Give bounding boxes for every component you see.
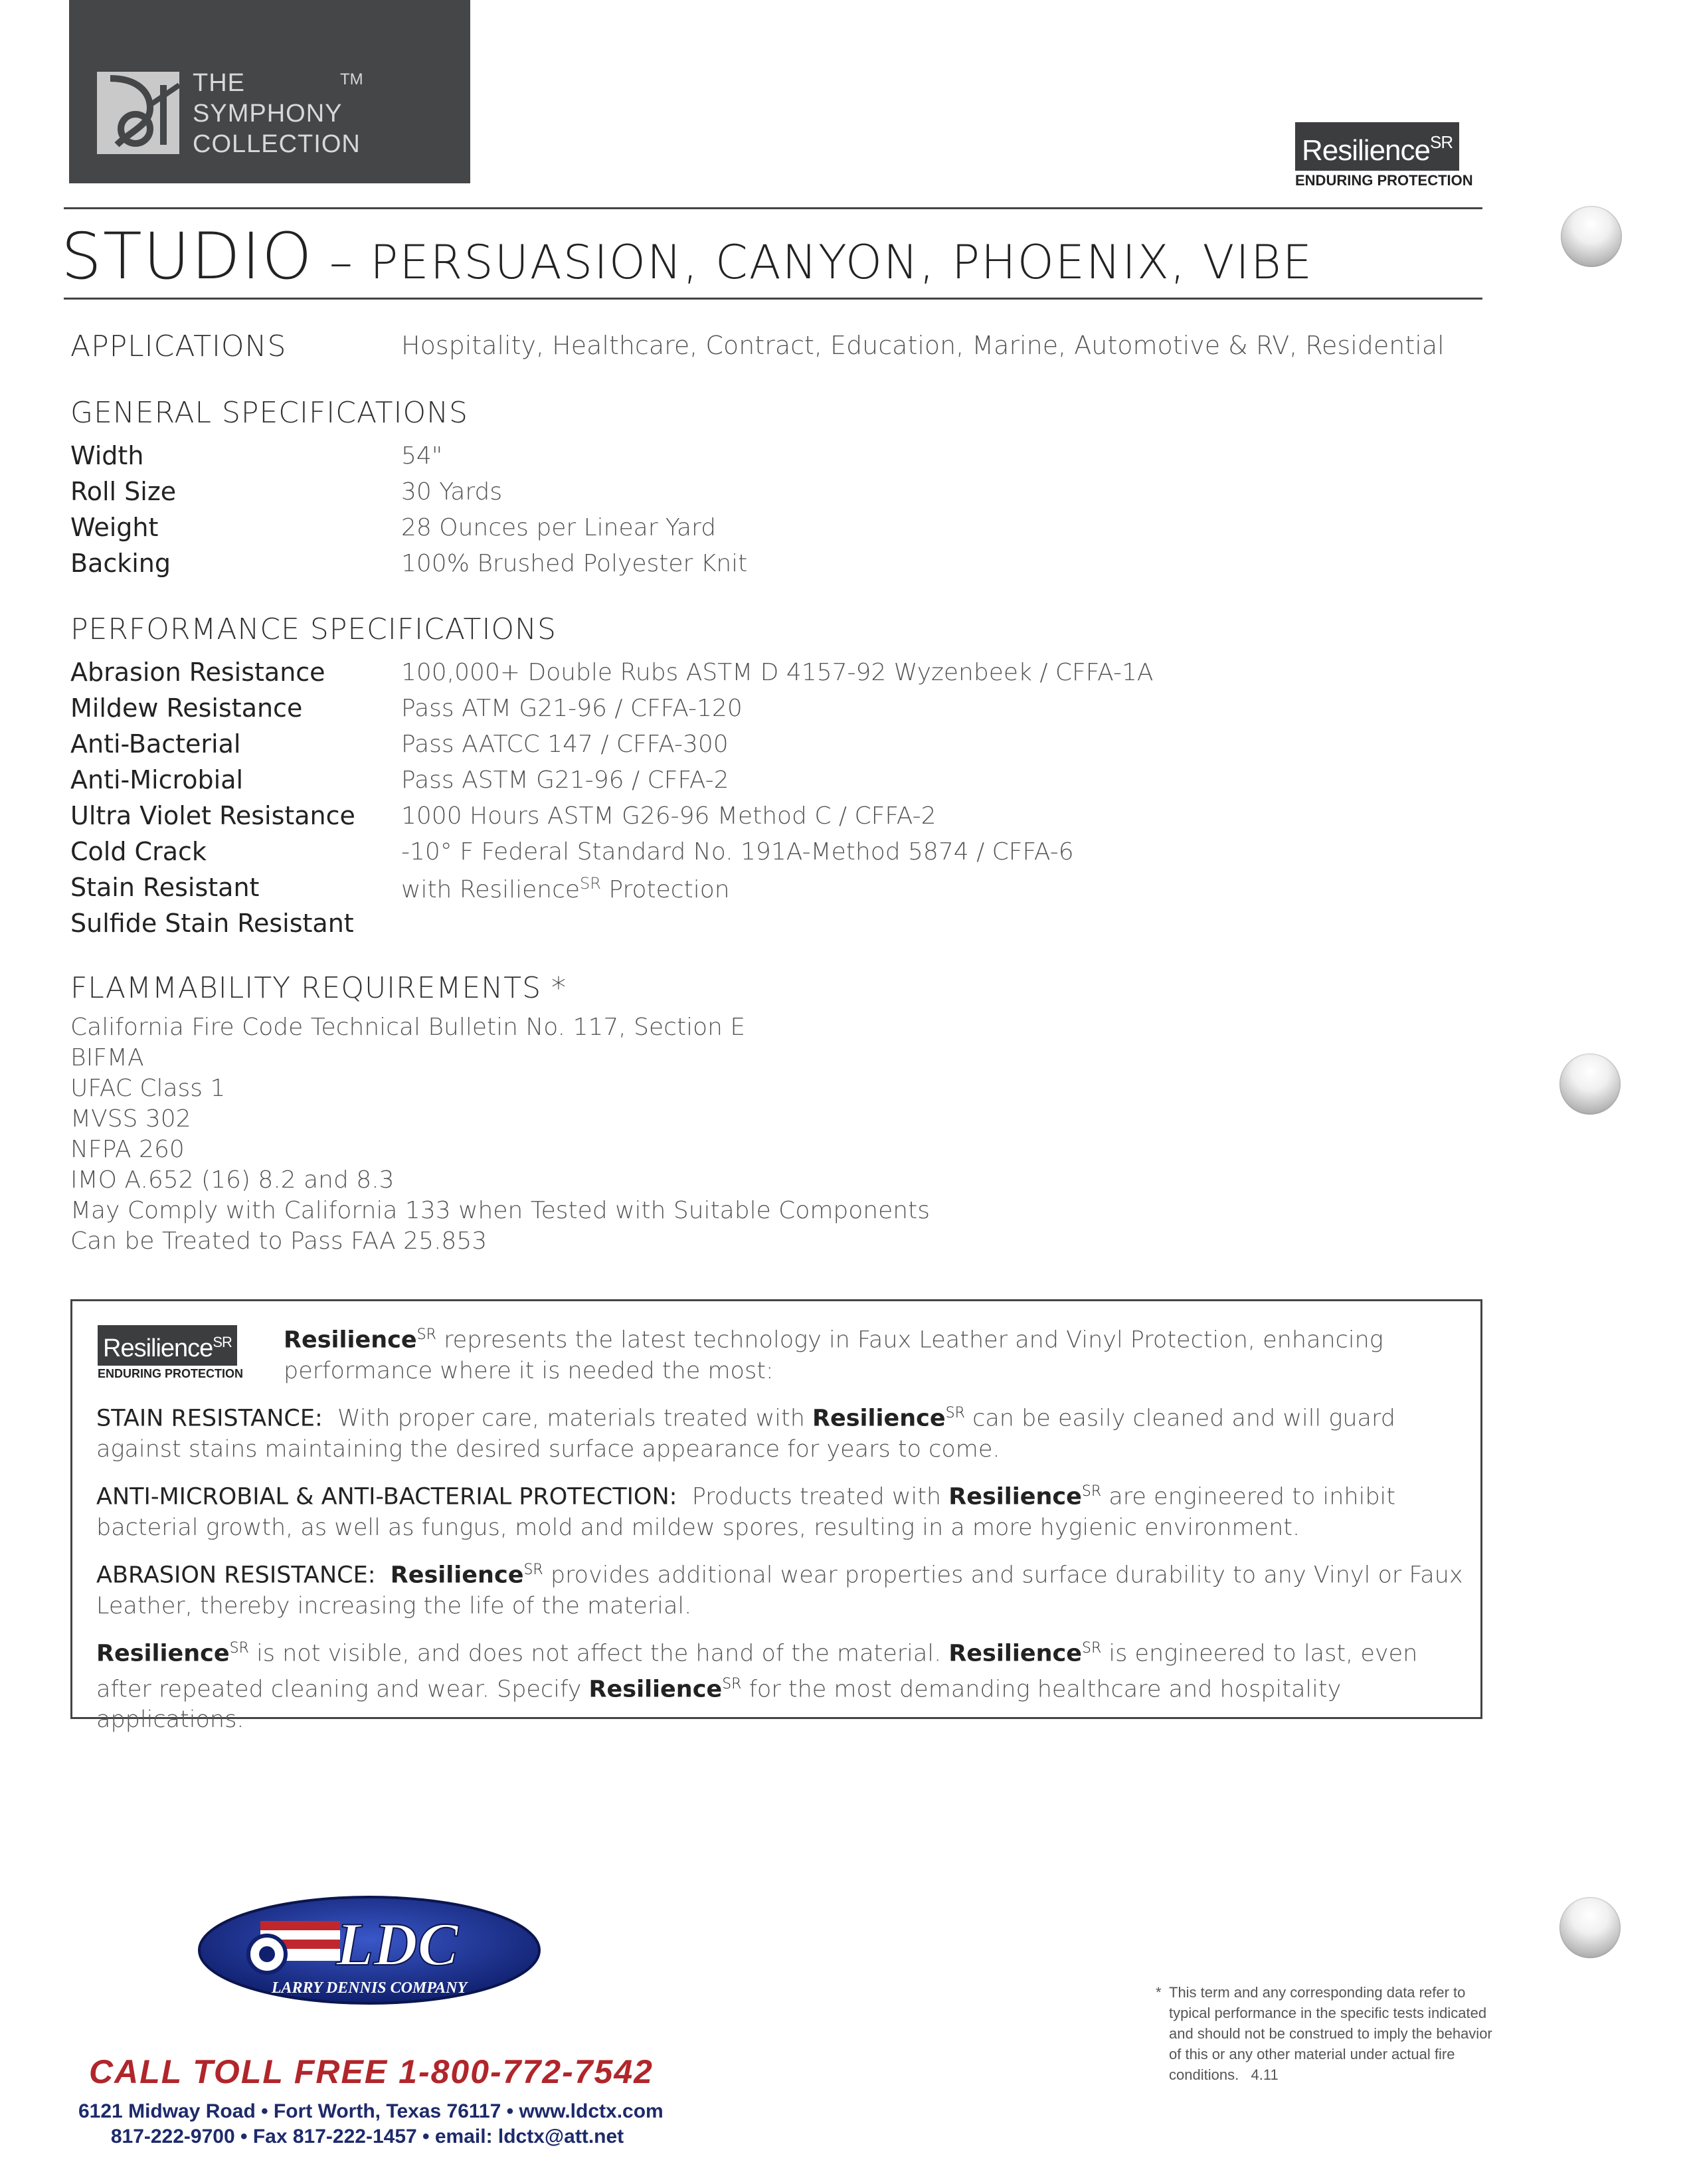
perf-label: Stain Resistant <box>70 873 260 902</box>
perf-value: with Resilience$^{SR}$ Protection <box>401 874 730 903</box>
general-specs-heading: GENERAL SPECIFICATIONS <box>70 396 468 430</box>
spec-value: 28 Ounces per Linear Yard <box>401 514 717 541</box>
perf-label: Cold Crack <box>70 837 207 866</box>
stain-resistance-paragraph: STAIN RESISTANCE: With proper care, materials treated with Resilience$^{SR}$ can be easily cleaned and will guard against stains maintaining the desired surface appearance for years to come. <box>96 1405 1395 1463</box>
flammability-item: UFAC Class 1 <box>70 1075 226 1102</box>
spec-label: Weight <box>70 513 159 542</box>
abrasion-resistance-paragraph: ABRASION RESISTANCE: Resilience$^{SR}$ provides additional wear properties and surface durability to any Vinyl or Faux Leather, thereby increasing the life of the material. <box>96 1562 1463 1619</box>
toll-free-number: CALL TOLL FREE 1-800-772-7542 <box>89 2053 654 2090</box>
flammability-item: California Fire Code Technical Bulletin No. 117, Section E <box>70 1014 746 1041</box>
perf-label: Ultra Violet Resistance <box>70 801 355 830</box>
symphony-collection-logo <box>69 0 470 183</box>
ldc-logo-text: LDC <box>336 1910 458 1978</box>
anti-microbial-paragraph: ANTI-MICROBIAL & ANTI-BACTERIAL PROTECTION: Products treated with Resilience$^{SR}$ are engineered to inhibit bacterial growth, as well as fungus, mold and mildew spores, resulting in a more hygienic environment. <box>96 1483 1395 1541</box>
footnote-asterisk: * <box>1156 1984 1162 2001</box>
spec-label: Width <box>70 441 144 470</box>
brand-line-1: THE <box>193 69 245 97</box>
document-code: 4.11 <box>1251 2066 1279 2083</box>
perf-label: Abrasion Resistance <box>70 658 325 687</box>
address-line-2: 817-222-9700 • Fax 817-222-1457 • email: ldctx@att.net <box>110 2126 624 2147</box>
flammability-item: IMO A.652 (16) 8.2 and 8.3 <box>70 1166 395 1194</box>
spec-label: Backing <box>70 549 171 578</box>
resilience-badge <box>1295 122 1481 189</box>
binder-hole-icon <box>1561 206 1622 267</box>
title-rule-bottom <box>64 298 1482 300</box>
resilience-intro: Resilience$^{SR}$ represents the latest technology in Faux Leather and Vinyl Protection, enhancing performance where it is needed the most: <box>284 1326 1383 1384</box>
flammability-item: MVSS 302 <box>70 1105 191 1133</box>
title-rule-top <box>64 207 1482 209</box>
page-title: STUDIO – PERSUASION, CANYON, PHOENIX, VIBE <box>61 219 1314 294</box>
perf-label: Sulfide Stain Resistant <box>70 909 354 938</box>
perf-value: -10° F Federal Standard No. 191A-Method 5874 / CFFA-6 <box>401 838 1074 865</box>
trademark-symbol: TM <box>340 70 363 88</box>
brand-name <box>193 68 361 159</box>
resilience-badge-name: Resilience$^{SR}$ <box>1295 122 1459 171</box>
perf-value: Pass ASTM G21-96 / CFFA-2 <box>401 767 729 794</box>
perf-value: 1000 Hours ASTM G26-96 Method C / CFFA-2 <box>401 802 936 830</box>
perf-value: Pass ATM G21-96 / CFFA-120 <box>401 695 743 722</box>
perf-label: Mildew Resistance <box>70 693 303 723</box>
performance-specs-heading: PERFORMANCE SPECIFICATIONS <box>70 612 557 646</box>
footnote-text: This term and any corresponding data refer to typical performance in the specific tests indicated and should not be construed to imply the behavior of this or any other material under actual fire conditions. <box>1169 1984 1492 2083</box>
applications-label: APPLICATIONS <box>70 329 287 363</box>
ldc-logo <box>197 1894 542 2006</box>
spec-value: 30 Yards <box>401 478 503 505</box>
flammability-item: May Comply with California 133 when Tested with Suitable Components <box>70 1197 930 1224</box>
binder-hole-icon <box>1559 1897 1621 1958</box>
ldc-logo-subtitle: LARRY DENNIS COMPANY <box>271 1979 468 1997</box>
symphony-logo-mark-icon <box>97 72 179 154</box>
flammability-item: BIFMA <box>70 1044 144 1071</box>
perf-label: Anti-Bacterial <box>70 729 241 759</box>
applications-value: Hospitality, Healthcare, Contract, Education, Marine, Automotive & RV, Residential <box>401 331 1445 360</box>
flammability-heading: FLAMMABILITY REQUIREMENTS * <box>70 971 567 1005</box>
resilience-summary-paragraph: Resilience$^{SR}$ is not visible, and does not affect the hand of the material. Resilience$^{SR}$ is engineered to last, even after repeated cleaning and wear. Specify Resilience$^{SR}$ for the most demanding healthcare and hospitality applications. <box>96 1640 1418 1734</box>
resilience-badge-name: Resilience$^{SR}$ <box>98 1325 237 1366</box>
resilience-badge-small <box>98 1325 264 1381</box>
resilience-badge-tagline: ENDURING PROTECTION <box>98 1367 244 1380</box>
perf-label: Anti-Microbial <box>70 765 244 794</box>
company-address <box>78 2099 664 2149</box>
perf-value: 100,000+ Double Rubs ASTM D 4157-92 Wyzenbeek / CFFA-1A <box>401 659 1154 686</box>
spec-value: 100% Brushed Polyester Knit <box>401 550 748 577</box>
brand-line-3: COLLECTION <box>193 130 361 158</box>
flammability-item: Can be Treated to Pass FAA 25.853 <box>70 1228 488 1255</box>
footnote <box>1156 1982 1501 2085</box>
address-line-1: 6121 Midway Road • Fort Worth, Texas 76117 • www.ldctx.com <box>78 2100 664 2122</box>
flammability-item: NFPA 260 <box>70 1136 185 1163</box>
binder-hole-icon <box>1559 1053 1621 1115</box>
perf-value: Pass AATCC 147 / CFFA-300 <box>401 731 729 758</box>
resilience-badge-tagline: ENDURING PROTECTION <box>1295 172 1473 189</box>
brand-line-2: SYMPHONY <box>193 100 343 128</box>
resilience-info-box <box>70 1299 1482 1734</box>
spec-value: 54" <box>401 442 443 470</box>
flammability-list <box>70 1012 930 1257</box>
spec-label: Roll Size <box>70 477 177 506</box>
